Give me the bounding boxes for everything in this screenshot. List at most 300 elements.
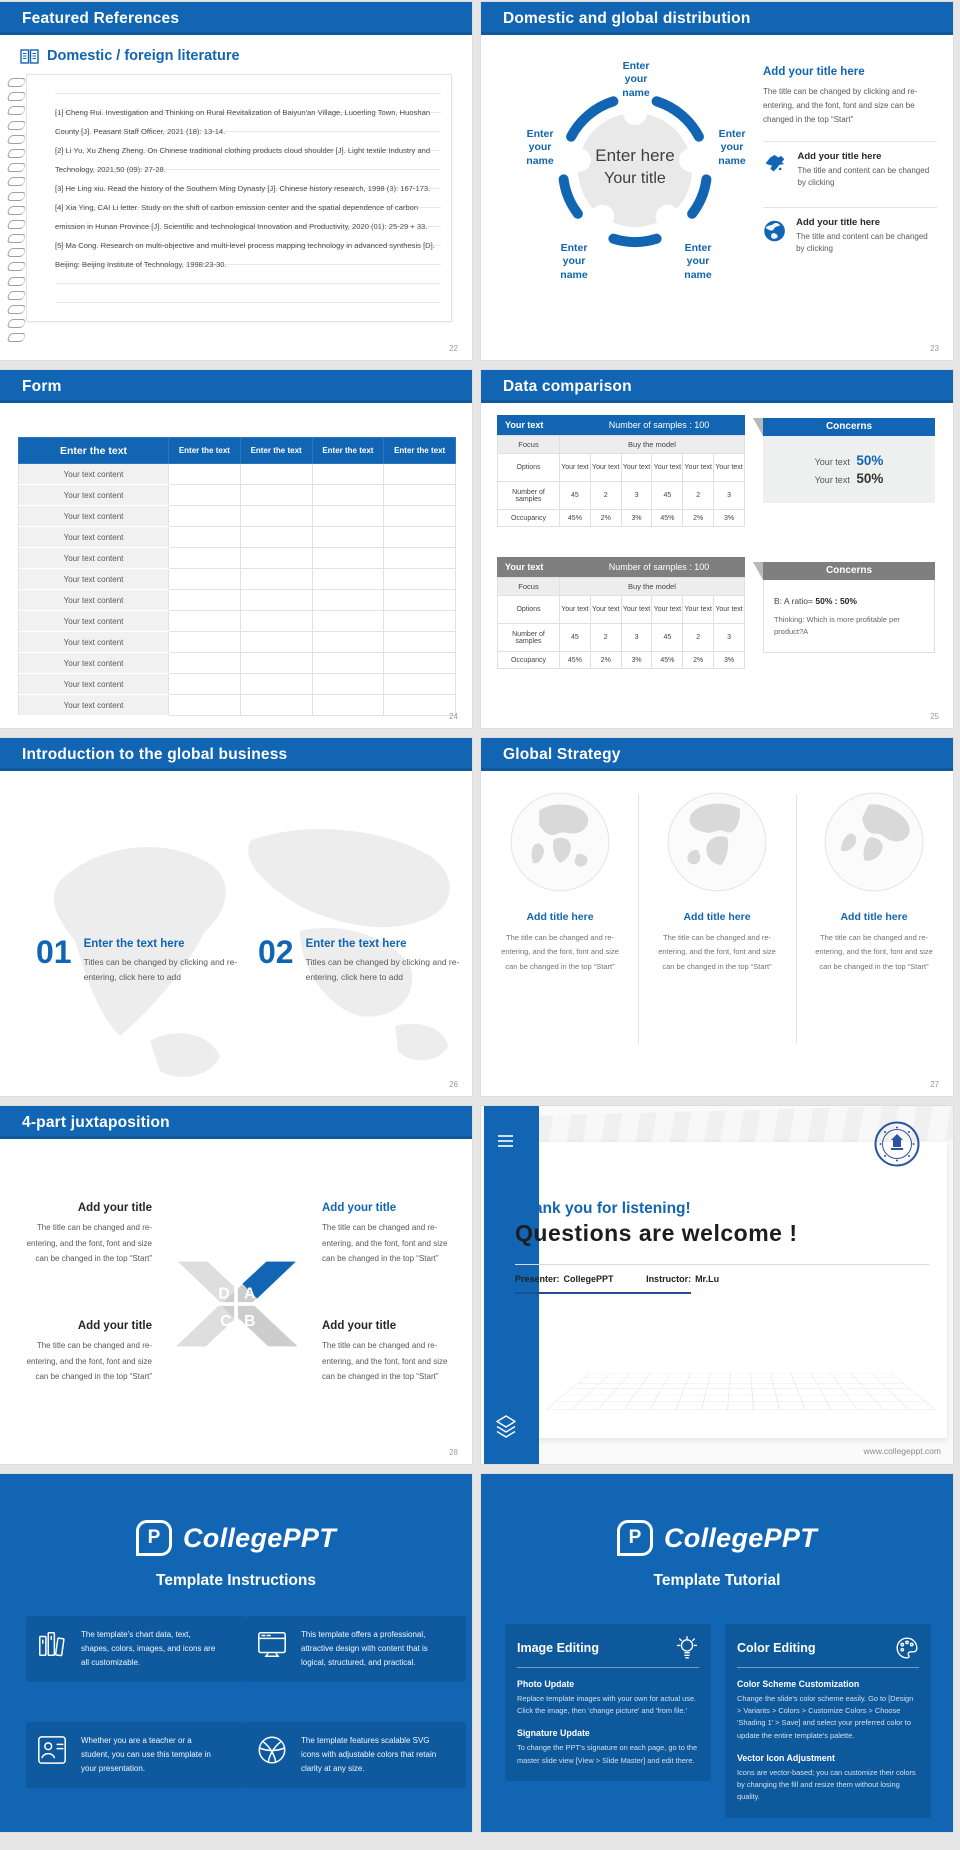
table-cell-empty [384, 464, 456, 485]
samples-label: Number of samples [498, 624, 560, 652]
diagram-center-line1: Enter here [595, 146, 675, 165]
brand-name: CollegePPT [663, 1522, 818, 1553]
diagram-node-label: Enter your name [526, 128, 554, 167]
instruction-item [26, 1722, 246, 1788]
concerns-header: Concerns [763, 562, 935, 580]
brand-logo [481, 1474, 953, 1556]
table-cell-empty [312, 527, 384, 548]
table-cell-empty [312, 548, 384, 569]
strategy-card [803, 790, 945, 974]
panel-title: Add your title here [763, 66, 865, 78]
card-title: Add title here [683, 911, 751, 923]
reference-item: [3] He Ling xiu. Read the history of the Southern Ming Dynasty [J]. Chinese history research, 1998 (3): 167-173. [55, 184, 431, 193]
item-title: Add your title [77, 1320, 152, 1332]
option-cell: Your text [590, 596, 621, 624]
numbered-item [258, 936, 472, 986]
diagram-node-label: Enter your name [560, 242, 588, 281]
slide-title-bar [0, 370, 472, 403]
form-table [18, 437, 456, 716]
page-number: 27 [930, 1080, 939, 1089]
card-body: The title can be changed and re-entering, and the font, font and size can be changed in the top “Start” [501, 933, 619, 971]
accent-underline [515, 1292, 691, 1294]
table-cell-empty [384, 653, 456, 674]
option-cell: Your text [652, 454, 683, 482]
sample-cell: 2 [590, 482, 621, 510]
table-cell-empty [240, 590, 312, 611]
sample-cell: 45 [560, 482, 591, 510]
column-header: Enter the text [169, 438, 241, 464]
presenter-value: CollegePPT [563, 1274, 614, 1284]
samples-label: Number of samples [498, 482, 560, 510]
strategy-card [489, 790, 631, 974]
option-cell: Your text [683, 454, 714, 482]
slide-title-bar [481, 2, 953, 35]
row-label: Your text content [19, 548, 169, 569]
instructor-label: Instructor: [646, 1274, 692, 1284]
table-cell-empty [384, 527, 456, 548]
table-row [19, 611, 456, 632]
item-body: Titles can be changed by clicking and re-entering, click here to add [83, 957, 238, 983]
references-list [55, 75, 441, 321]
diagram-center-line2: Your title [604, 170, 666, 187]
row-label: Your text content [19, 590, 169, 611]
item-title: Add your title [77, 1202, 152, 1214]
item-title: Enter the text here [305, 938, 407, 950]
concern-ratio-line [774, 596, 924, 606]
table-header-row [19, 438, 456, 464]
row-label: Your text content [19, 527, 169, 548]
spiral-binding [8, 78, 25, 342]
tutorial-subtitle: Vector Icon Adjustment [737, 1752, 835, 1763]
table-cell-empty [240, 674, 312, 695]
options-label: Options [498, 454, 560, 482]
row-label: Your text content [19, 485, 169, 506]
row-label: Your text content [19, 632, 169, 653]
table-cell-empty [384, 611, 456, 632]
concerns-body [763, 580, 935, 653]
page-number: 28 [449, 1448, 458, 1457]
card-body: The title can be changed and re-entering, and the font, font and size can be changed in the top “Start” [658, 933, 776, 971]
row-label: Your text content [19, 611, 169, 632]
table-cell-empty [169, 548, 241, 569]
slide-global-business[interactable] [0, 738, 472, 1096]
table-cell-empty [384, 548, 456, 569]
table-cell-empty [384, 632, 456, 653]
table-row [19, 569, 456, 590]
ratio-label: B: A ratio= [774, 596, 813, 606]
table-cell-empty [240, 695, 312, 716]
table-cell-empty [169, 569, 241, 590]
content-card [525, 1142, 947, 1438]
item-body: The title can be changed and re-entering, and the font, font and size can be changed in the top “Start” [26, 1223, 152, 1264]
vector-ball-icon [256, 1734, 288, 1766]
table-cell-empty [169, 464, 241, 485]
focus-value: Buy the model [560, 578, 745, 596]
focus-value: Buy the model [560, 436, 745, 454]
section-title: Image Editing [517, 1641, 599, 1655]
table-cell-empty [169, 674, 241, 695]
slide-title: Template Tutorial [653, 1572, 781, 1589]
table-cell-empty [312, 464, 384, 485]
occupancy-cell: 45% [652, 510, 683, 527]
table-cell-empty [384, 569, 456, 590]
tutorial-section-color-editing [725, 1624, 931, 1818]
tutorial-text: To change the PPT's signature on each page, go to the master slide view [View > Slide Master] and edit there. [517, 1743, 698, 1765]
panel-body: The title can be changed by clicking and re-entering, and the font, font and size can be changed in the top “Start” [763, 87, 918, 124]
sample-cell: 3 [714, 624, 745, 652]
occupancy-cell: 45% [560, 652, 591, 669]
instruction-text: The template features scalable SVG icons with adjustable colors that retain clarity at any size. [301, 1736, 437, 1773]
table-cell-empty [169, 527, 241, 548]
occupancy-cell: 2% [590, 510, 621, 527]
table-cell-empty [240, 506, 312, 527]
table-row [19, 695, 456, 716]
globe-graphic [805, 773, 943, 911]
section-title: Domestic / foreign literature [47, 48, 240, 64]
diagram-center-label [573, 146, 697, 188]
section-title: Color Editing [737, 1641, 816, 1655]
concerns-callout-1 [753, 418, 935, 503]
table-cell-empty [240, 653, 312, 674]
concern-line [773, 471, 925, 486]
table-cell-empty [169, 506, 241, 527]
option-cell: Your text [621, 454, 652, 482]
page-number: 25 [930, 712, 939, 721]
circular-diagram [515, 62, 755, 288]
occupancy-cell: 2% [683, 510, 714, 527]
collegeppt-logo-icon: P [136, 1520, 172, 1556]
table-title-bar [497, 415, 745, 435]
concerns-body [763, 436, 935, 503]
occupancy-cell: 3% [714, 510, 745, 527]
row-label: Your text content [19, 464, 169, 485]
slide-title-bar [0, 2, 472, 35]
table-row [19, 590, 456, 611]
slide-title: Form [22, 377, 62, 395]
slide-juxtaposition[interactable] [0, 1106, 472, 1464]
table-row [498, 578, 745, 596]
row-label: Your text content [19, 506, 169, 527]
distribution-item [763, 207, 937, 263]
comparison-grid [497, 435, 745, 527]
slide-title: Featured References [22, 9, 180, 27]
option-cell: Your text [621, 596, 652, 624]
row-label: Your text content [19, 569, 169, 590]
concern-line [773, 453, 925, 468]
quadrant-letter: D [218, 1285, 230, 1303]
slide-global-strategy[interactable] [481, 738, 953, 1096]
slide-title-bar [0, 738, 472, 771]
table-cell-empty [384, 695, 456, 716]
quadrant-letter: B [244, 1313, 256, 1331]
table-row [19, 527, 456, 548]
tutorial-text: Icons are vector-based; you can customize their colors by changing the fill and resize them without losing quality. [737, 1767, 916, 1802]
table-samples-title: Number of samples : 100 [608, 562, 710, 572]
table-cell-empty [312, 485, 384, 506]
monitor-icon [256, 1628, 288, 1660]
page-number: 26 [449, 1080, 458, 1089]
table-cell-empty [169, 611, 241, 632]
slide-title: Global Strategy [503, 745, 621, 763]
page-number: 22 [449, 344, 458, 353]
table-row [19, 464, 456, 485]
item-body: The title and content can be changed by clicking [796, 232, 928, 253]
sample-cell: 45 [652, 624, 683, 652]
row-label: Your text content [19, 653, 169, 674]
page-number: 23 [930, 344, 939, 353]
table-row [19, 653, 456, 674]
card-title: Add title here [526, 911, 594, 923]
tutorial-text: Replace template images with your own for actual use. Click the image, then 'change picture' and 'from file.' [517, 1694, 697, 1716]
table-row [498, 482, 745, 510]
option-cell: Your text [714, 454, 745, 482]
option-cell: Your text [590, 454, 621, 482]
table-row [498, 510, 745, 527]
occupancy-cell: 2% [590, 652, 621, 669]
table-cell-empty [384, 485, 456, 506]
book-icon [20, 49, 39, 64]
item-body: The title can be changed and re-entering, and the font, font and size can be changed in the top “Start” [26, 1341, 152, 1382]
table-row [498, 652, 745, 669]
table-cell-empty [384, 506, 456, 527]
comparison-grid [497, 577, 745, 669]
juxtaposition-item [322, 1320, 456, 1385]
concern-value: 50% [856, 471, 884, 486]
table-cell-empty [312, 632, 384, 653]
option-cell: Your text [560, 596, 591, 624]
table-row [19, 632, 456, 653]
table-cell-empty [240, 611, 312, 632]
slide-template-instructions[interactable] [0, 1474, 472, 1832]
ratio-value: 50% : 50% [815, 596, 857, 606]
thanks-headline: Thank you for listening! [515, 1200, 691, 1217]
table-cell-empty [240, 527, 312, 548]
section-header [517, 1636, 699, 1668]
university-seal [873, 1120, 921, 1168]
item-number: 01 [36, 934, 72, 970]
diagram-node-label: Enter your name [684, 242, 712, 281]
table-cell-empty [169, 632, 241, 653]
palette-icon [895, 1636, 919, 1660]
concern-thinking-line: Thinking: Which is more profitable per product?A [774, 615, 900, 636]
column-header: Enter the text [312, 438, 384, 464]
instruction-text: The template's chart data, text, shapes, colors, images, and icons are all customizable. [81, 1630, 216, 1667]
numbered-item [36, 936, 256, 986]
item-title: Add your title [322, 1202, 397, 1214]
slide-data-comparison[interactable] [481, 370, 953, 728]
presenter-label: Presenter: [515, 1274, 560, 1284]
reference-item: [4] Xia Ying, CAI Li letter. Study on the shift of carbon emission center and the spatial dependence of carbon emission in Hunan Province [J]. Scientific and technological Innovation and Productivity, 2020 (01): 25-29 + 33. [55, 203, 428, 231]
juxtaposition-item [18, 1202, 152, 1267]
sample-cell: 3 [621, 482, 652, 510]
reference-item: [5] Ma Cong. Research on multi-objective and multi-level process mapping technology in advanced synthesis [D]. Beijing: Beijing Institute of Technology, 1998:23-30. [55, 241, 435, 269]
table-samples-title: Number of samples : 100 [608, 420, 710, 430]
options-label: Options [498, 596, 560, 624]
comparison-table-2 [497, 557, 745, 669]
juxtaposition-item [322, 1202, 456, 1267]
table-cell-empty [312, 653, 384, 674]
teacher-icon [36, 1734, 68, 1766]
credits-row [515, 1274, 723, 1284]
globe-icon [763, 217, 786, 245]
menu-icon [498, 1132, 513, 1150]
diagram-node-label: Enter your name [718, 128, 746, 167]
table-row [19, 674, 456, 695]
table-cell-empty [169, 485, 241, 506]
side-accent-bar [484, 1106, 539, 1464]
table-cell-empty [384, 674, 456, 695]
column-header: Enter the text [240, 438, 312, 464]
tutorial-section-image-editing [505, 1624, 711, 1781]
tutorial-subtitle: Photo Update [517, 1679, 575, 1689]
slide-form[interactable] [0, 370, 472, 728]
column-header: Enter the text [384, 438, 456, 464]
brand-logo [0, 1474, 472, 1556]
column-divider [638, 794, 639, 1044]
slide-featured-references[interactable] [0, 2, 472, 360]
occupancy-cell: 45% [652, 652, 683, 669]
comparison-table-1 [497, 415, 745, 527]
tutorial-subtitle: Signature Update [517, 1728, 590, 1739]
page-number: 24 [449, 712, 458, 721]
concern-value: 50% [856, 453, 884, 468]
slide-title-bar [0, 1106, 472, 1139]
item-body: The title and content can be changed by clicking [797, 166, 930, 187]
tutorial-subtitle: Color Scheme Customization [737, 1679, 860, 1689]
row-label: Your text content [19, 695, 169, 716]
slide-distribution[interactable] [481, 2, 953, 360]
table-cell-empty [240, 485, 312, 506]
option-cell: Your text [652, 596, 683, 624]
strategy-card [646, 790, 788, 974]
distribution-item [763, 141, 937, 197]
table-row [498, 454, 745, 482]
item-title: Add your title here [796, 217, 881, 228]
slide-title: Domestic and global distribution [503, 9, 751, 27]
table-name: Your text [505, 562, 544, 572]
concerns-header: Concerns [763, 418, 935, 436]
column-header: Enter the text [19, 438, 169, 464]
references-notebook [26, 74, 452, 322]
item-body: The title can be changed and re-entering, and the font, font and size can be changed in the top “Start” [322, 1341, 448, 1382]
table-row [498, 436, 745, 454]
table-cell-empty [240, 632, 312, 653]
occupancy-cell: 3% [714, 652, 745, 669]
layers-icon [494, 1414, 518, 1440]
sample-cell: 3 [714, 482, 745, 510]
table-cell-empty [240, 548, 312, 569]
item-body: Titles can be changed by clicking and re-entering, click here to add [305, 957, 460, 983]
item-title: Enter the text here [83, 938, 185, 950]
occupancy-label: Occupancy [498, 652, 560, 669]
table-row [19, 485, 456, 506]
instruction-item [246, 1722, 466, 1788]
focus-label: Focus [498, 578, 560, 596]
section-heading [20, 48, 240, 64]
row-label: Your text content [19, 674, 169, 695]
table-row [19, 506, 456, 527]
occupancy-cell: 3% [621, 652, 652, 669]
quadrant-letter: A [244, 1285, 256, 1303]
slide-thank-you[interactable] [481, 1106, 953, 1464]
table-cell-empty [312, 674, 384, 695]
table-cell-empty [312, 590, 384, 611]
table-cell-empty [169, 653, 241, 674]
perspective-grid [545, 1373, 937, 1410]
sample-cell: 3 [621, 624, 652, 652]
table-cell-empty [312, 569, 384, 590]
distribution-text-panel [763, 66, 937, 263]
sample-cell: 45 [560, 624, 591, 652]
table-name: Your text [505, 420, 544, 430]
card-body: The title can be changed and re-entering, and the font, font and size can be changed in the top “Start” [815, 933, 933, 971]
occupancy-cell: 3% [621, 510, 652, 527]
slide-title: 4-part juxtaposition [22, 1113, 170, 1131]
table-cell-empty [312, 695, 384, 716]
table-row [498, 624, 745, 652]
instruction-item [246, 1616, 466, 1682]
quadrant-letter: C [220, 1313, 232, 1331]
option-cell: Your text [560, 454, 591, 482]
occupancy-cell: 45% [560, 510, 591, 527]
brand-name: CollegePPT [182, 1522, 337, 1553]
table-cell-empty [312, 506, 384, 527]
sample-cell: 2 [683, 624, 714, 652]
tutorial-text: Change the slide's color scheme easily. Go to [Design > Variants > Colors > Customize Colors > Choose 'Shading 1' > Save] and select your preferred color to update the entire template's palette. [737, 1694, 914, 1740]
table-cell-empty [240, 464, 312, 485]
reference-item: [1] Cheng Rui. Investigation and Thinking on Rural Revitalization of Baiyun'an Village, Luoerling Town, Huoshan County [J]. Peasant Staff Officer, 2021 (18): 13-14. [55, 108, 431, 136]
section-header [737, 1636, 919, 1668]
globe-graphic [665, 790, 769, 894]
books-icon [36, 1628, 68, 1660]
slide-title: Template Instructions [156, 1572, 316, 1589]
instruction-text: This template offers a professional, attractive design with content that is logical, structured, and practical. [301, 1630, 428, 1667]
column-divider [796, 794, 797, 1044]
slide-title-bar [481, 738, 953, 771]
sample-cell: 2 [683, 482, 714, 510]
occupancy-label: Occupancy [498, 510, 560, 527]
table-row [498, 596, 745, 624]
option-cell: Your text [714, 596, 745, 624]
divider [515, 1264, 929, 1265]
instruction-text: Whether you are a teacher or a student, you can use this template in your presentation. [81, 1736, 211, 1773]
occupancy-cell: 2% [683, 652, 714, 669]
table-cell-empty [240, 569, 312, 590]
ribbon-x-graphic [166, 1258, 306, 1350]
option-cell: Your text [683, 596, 714, 624]
china-map-icon [763, 151, 788, 177]
slide-title-bar [481, 370, 953, 403]
table-cell-empty [169, 590, 241, 611]
globe-graphic [508, 790, 612, 894]
concerns-callout-2 [753, 562, 935, 653]
focus-label: Focus [498, 436, 560, 454]
table-cell-empty [312, 611, 384, 632]
slide-template-tutorial[interactable] [481, 1474, 953, 1832]
concern-label: Your text [814, 457, 850, 467]
item-body: The title can be changed and re-entering, and the font, font and size can be changed in the top “Start” [322, 1223, 448, 1264]
instruction-item [26, 1616, 246, 1682]
table-cell-empty [169, 695, 241, 716]
table-row [19, 548, 456, 569]
table-cell-empty [384, 590, 456, 611]
thanks-subheadline: Questions are welcome ! [515, 1220, 798, 1246]
sample-cell: 45 [652, 482, 683, 510]
collegeppt-logo-icon: P [617, 1520, 653, 1556]
juxtaposition-item [18, 1320, 152, 1385]
sample-cell: 2 [590, 624, 621, 652]
website-url: www.collegeppt.com [863, 1446, 941, 1456]
